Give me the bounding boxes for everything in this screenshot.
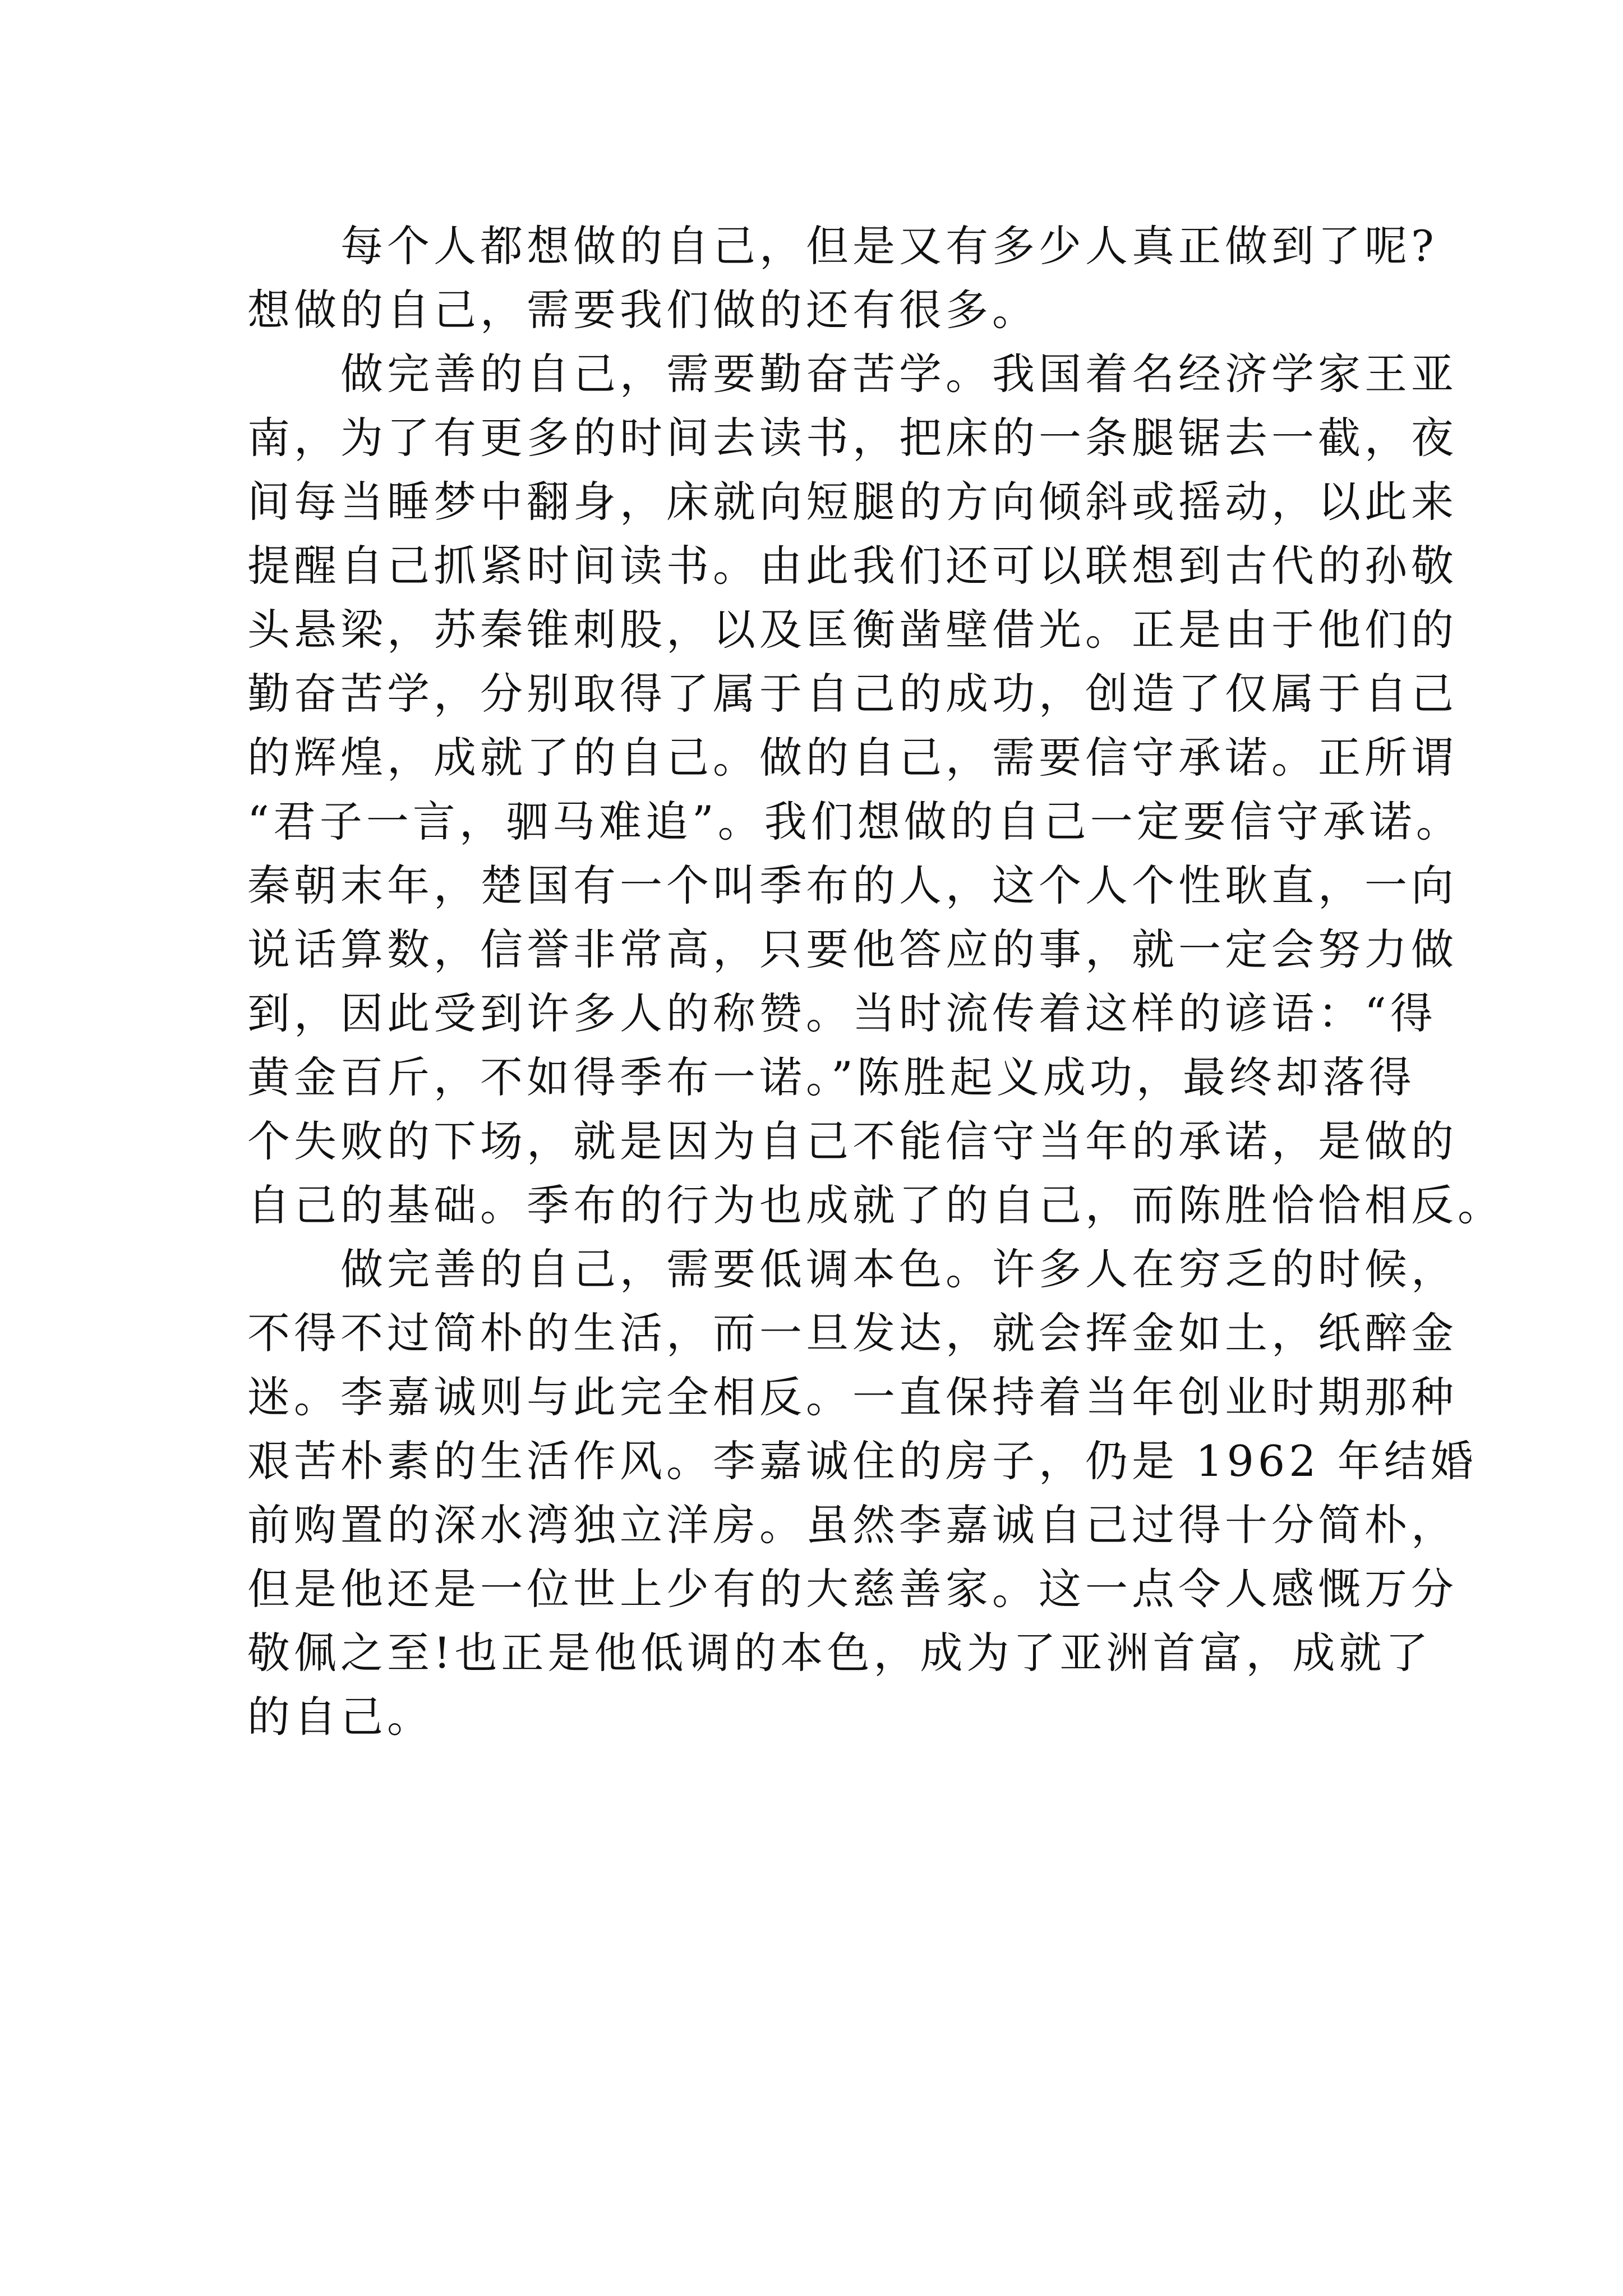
text-line: 但是他还是一位世上少有的大慈善家。这一点令人感慨万分 [247,1564,1458,1614]
text-line: 说话算数，信誉非常高，只要他答应的事，就一定会努力做 [247,924,1458,974]
text-line: 每个人都想做的自己，但是又有多少人真正做到了呢? [340,221,1438,271]
text-line: 不得不过简朴的生活，而一旦发达，就会挥金如土，纸醉金 [247,1308,1458,1358]
text-line: 提醒自己抓紧时间读书。由此我们还可以联想到古代的孙敬 [247,541,1458,591]
text-line: 做完善的自己，需要勤奋苦学。我国着名经济学家王亚 [340,349,1458,399]
text-line: 秦朝末年，楚国有一个叫季布的人，这个人个性耿直，一向 [247,861,1458,910]
text-line: 做完善的自己，需要低调本色。许多人在穷乏的时候， [340,1244,1458,1294]
text-line: “君子一言，驷马难追”。我们想做的自己一定要信守承诺。 [247,797,1463,846]
paragraph-1 [247,214,1438,342]
paragraph-2 [247,342,1504,1237]
text-line: 黄金百斤，不如得季布一诺。”陈胜起义成功，最终却落得 [247,1052,1415,1102]
text-line: 前购置的深水湾独立洋房。虽然李嘉诚自己过得十分简朴， [247,1500,1458,1550]
text-line: 艰苦朴素的生活作风。李嘉诚住的房子，仍是 1962 年结婚 [247,1436,1477,1486]
text-line: 的自己。 [247,1692,434,1742]
text-line: 南，为了有更多的时间去读书，把床的一条腿锯去一截，夜 [247,413,1458,463]
text-line: 个失败的下场，就是因为自己不能信守当年的承诺，是做的 [247,1116,1458,1166]
text-line: 勤奋苦学，分别取得了属于自己的成功，创造了仅属于自己 [247,669,1458,719]
text-line: 敬佩之至!也正是他低调的本色，成为了亚洲首富，成就了 [247,1628,1432,1678]
text-line: 迷。李嘉诚则与此完全相反。一直保持着当年创业时期那种 [247,1372,1458,1422]
text-line: 自己的基础。季布的行为也成就了的自己，而陈胜恰恰相反。 [247,1180,1504,1230]
text-line: 的辉煌，成就了的自己。做的自己，需要信守承诺。正所谓 [247,733,1458,783]
text-line: 到，因此受到许多人的称赞。当时流传着这样的谚语：“得 [247,988,1437,1038]
paragraph-3 [247,1237,1477,1749]
essay-body [247,214,1504,1749]
text-line: 头悬梁，苏秦锥刺股，以及匡衡凿壁借光。正是由于他们的 [247,605,1458,655]
text-line: 间每当睡梦中翻身，床就向短腿的方向倾斜或摇动，以此来 [247,477,1458,527]
text-line: 想做的自己，需要我们做的还有很多。 [247,285,1039,335]
